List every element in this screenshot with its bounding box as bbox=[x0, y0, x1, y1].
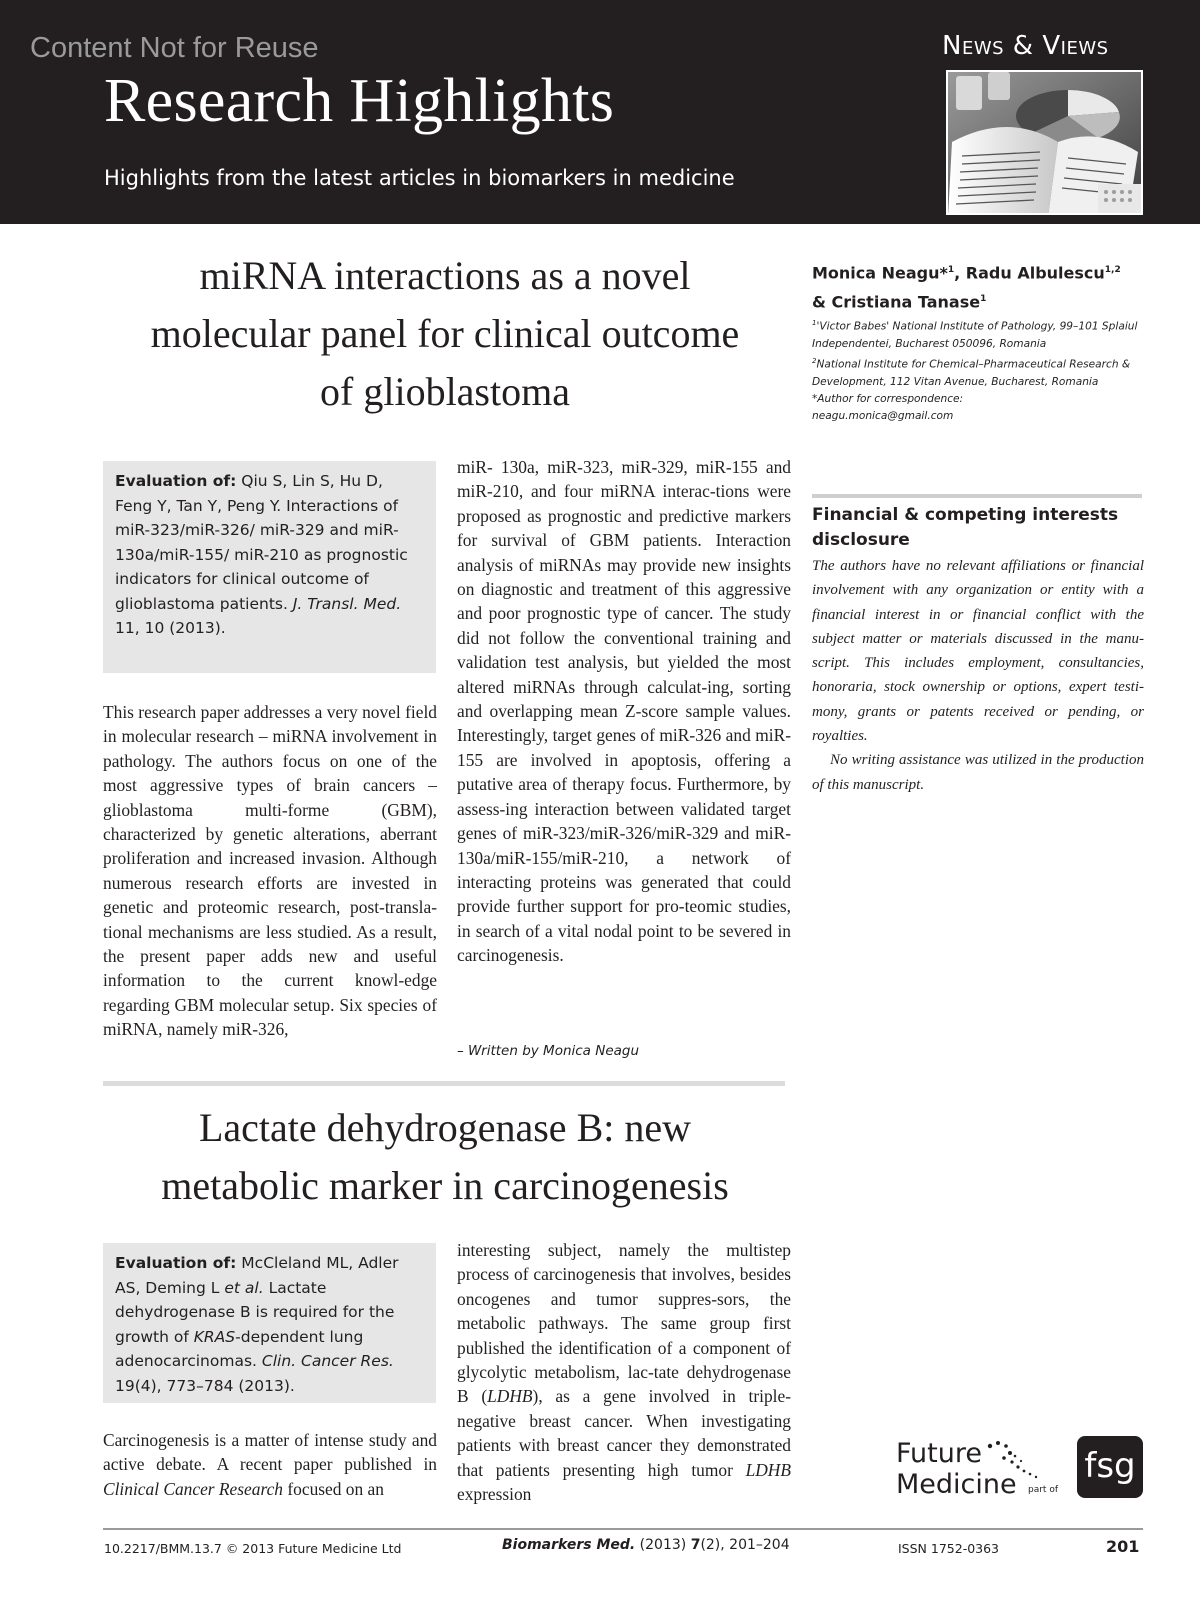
logo-line: Medicine bbox=[896, 1469, 1017, 1500]
section-label: News & Views bbox=[942, 31, 1109, 61]
page-number: 201 bbox=[1106, 1537, 1140, 1556]
article1-paragraph: miR- 130a, miR-323, miR-329, miR-155 and miR-210, and four miRNA interac-tions were proposed as prognostic and predictive markers for survival of GBM patients. Interaction analysis of miRNAs may provide new insights on diagnostic and treatment of this aggressive and poor prognostic type of cancer. The study did not follow the conventional training and validation test analysis, but yielded the most altered miRNAs through calculat-ing, sorting and overlapping mean Z-score sample values. Interestingly, target genes of miR-326 and miR-155 are involved in apoptosis, offering a putative area of therapy focus. Furthermore, by assess-ing interaction between validated target genes of miR-323/miR-326/miR-329 and miR-130a/miR-155/miR-210, a network of interacting proteins was generated that could provide further support for pro-teomic studies, in search of a vital nodal point to be severed in carcinogenesis. bbox=[457, 457, 791, 966]
disclosure-text bbox=[812, 554, 1144, 797]
correspondence-email[interactable]: neagu.monica@gmail.com bbox=[812, 410, 954, 423]
article1-byline: – Written by Monica Neagu bbox=[457, 1043, 640, 1059]
footer-rule bbox=[103, 1528, 1143, 1530]
author-name: & Cristiana Tanase bbox=[812, 292, 981, 312]
affiliation-1 bbox=[812, 315, 1150, 353]
article2-evaluation-box bbox=[103, 1243, 436, 1403]
evaluation-lead: Evaluation of: bbox=[115, 472, 237, 490]
article2-title-line: metabolic marker in carcinogenesis bbox=[161, 1163, 729, 1208]
article2-gene: LDHB bbox=[745, 1459, 791, 1480]
logo-line: Future bbox=[896, 1438, 982, 1469]
affiliation-mark: 2 bbox=[812, 356, 817, 365]
author-list bbox=[812, 257, 1142, 316]
fsg-logo-badge: fsg bbox=[1077, 1436, 1143, 1498]
author-affil-mark: 1 bbox=[980, 294, 987, 305]
evaluation-text: Lactate dehydrogenase B is required for the growth of bbox=[115, 1278, 395, 1346]
evaluation-text: McCleland ML, Adler AS, Deming L bbox=[115, 1254, 399, 1297]
evaluation-etal: et al. bbox=[224, 1278, 264, 1297]
evaluation-citation: 19(4), 773–784 (2013). bbox=[115, 1376, 295, 1395]
article2-title-line: Lactate dehydrogenase B: new bbox=[198, 1105, 691, 1150]
article2-gene: LDHB bbox=[487, 1386, 533, 1407]
article2-paragraph bbox=[457, 1238, 791, 1506]
article-divider bbox=[103, 1081, 785, 1086]
article1-evaluation-box bbox=[103, 461, 436, 673]
disclosure-heading: Financial & competing interests disclosure bbox=[812, 505, 1119, 550]
article2-text: focused on an bbox=[287, 1478, 384, 1499]
disclosure-paragraph: No writing assistance was utilized in the production of this manuscript. bbox=[812, 752, 1144, 793]
article2-paragraph bbox=[103, 1428, 437, 1501]
article1-title-line: of glioblastoma bbox=[320, 369, 570, 414]
molecule-dots-icon bbox=[986, 1440, 1040, 1482]
correspondence-label: *Author for correspondence: bbox=[812, 392, 964, 405]
footer-doi: 10.2217/BMM.13.7 © 2013 Future Medicine Ltd bbox=[104, 1541, 402, 1556]
article2-text: interesting subject, namely the multistep process of carcinogenesis that involves, besides oncogenes and tumor suppres-sors, the metabolic pathways. The same group first published the identification of a component of glycolytic metabolism, lac-tate dehydrogenase B ( bbox=[457, 1240, 791, 1407]
evaluation-citation: 11, 10 (2013). bbox=[115, 619, 226, 637]
affiliation-2 bbox=[812, 353, 1150, 391]
footer-journal-issue: (2), 201–204 bbox=[700, 1537, 790, 1553]
banner-subtitle: Highlights from the latest articles in biomarkers in medicine bbox=[104, 166, 735, 190]
disclosure-paragraph: The authors have no relevant affiliations or financial involvement with any organization or entity with a financial interest in or financial conflict with the subject matter or materials discussed in the manu-script. This includes employment, consultancies, honoraria, stock ownership or options, expert testi-mony, grants or patents received or pending, or royalties. bbox=[812, 558, 1144, 745]
evaluation-journal: Clin. Cancer Res. bbox=[261, 1352, 394, 1370]
sidebar-divider bbox=[812, 494, 1142, 498]
journal-pie-illustration-icon bbox=[948, 72, 1143, 215]
evaluation-text: -dependent lung adenocarcinomas. bbox=[115, 1327, 364, 1370]
footer-issn: ISSN 1752-0363 bbox=[898, 1541, 1000, 1556]
header-illustration bbox=[946, 70, 1143, 215]
article2-text: expression bbox=[457, 1484, 532, 1505]
watermark: Content Not for Reuse bbox=[30, 32, 319, 64]
article2-column-2 bbox=[457, 1238, 791, 1506]
article1-title-line: molecular panel for clinical outcome bbox=[150, 311, 740, 356]
banner-title: Research Highlights bbox=[104, 67, 615, 135]
footer-journal-year: (2013) bbox=[639, 1537, 687, 1553]
author-name: Monica Neagu* bbox=[812, 263, 948, 283]
article2-journal-ref: Clinical Cancer Research bbox=[103, 1478, 283, 1499]
article1-paragraph: This research paper addresses a very novel field in molecular research – miRNA involvement in pathology. The authors focus on one of the most aggressive types of brain cancers – glioblastoma multi-forme (GBM), characterized by genetic alterations, aberrant proliferation and increased invasion. Although numerous research efforts are invested in genetic and proteomic research, post-transla-tional mechanisms are less studied. As a result, the present paper adds new and useful information to the current knowl-edge regarding GBM molecular setup. Six species of miRNA, namely miR-326, bbox=[103, 702, 437, 1040]
article1-title bbox=[100, 247, 790, 421]
author-affil-mark: 1 bbox=[947, 265, 955, 275]
affiliation-text: National Institute for Chemical–Pharmaceutical Research & Development, 112 Vitan Avenue, Bucharest, Romania bbox=[812, 358, 1131, 388]
affiliation-mark: 1 bbox=[812, 319, 817, 327]
article1-column-2 bbox=[457, 455, 791, 968]
article2-title bbox=[100, 1099, 790, 1215]
article1-column-1 bbox=[103, 700, 437, 1042]
article1-title-line: miRNA interactions as a novel bbox=[199, 253, 691, 298]
affiliations bbox=[812, 315, 1150, 425]
header-banner bbox=[0, 0, 1200, 224]
footer-journal bbox=[502, 1537, 790, 1553]
article2-text: Carcinogenesis is a matter of intense study and active debate. A recent paper published in bbox=[103, 1430, 437, 1475]
footer-journal-name: Biomarkers Med. bbox=[502, 1537, 636, 1553]
affiliation-text: 'Victor Babes' National Institute of Pathology, 99–101 Splaiul Independentei, Bucharest 050096, Romania bbox=[812, 320, 1138, 350]
author-affil-mark: 1,2 bbox=[1104, 265, 1121, 275]
evaluation-lead: Evaluation of: bbox=[115, 1254, 237, 1272]
article2-text: ), as a gene involved in triple-negative breast cancer. When investigating patients with breast cancer they demonstrated that patients presenting high tumor bbox=[457, 1386, 791, 1480]
footer-journal-volume: 7 bbox=[690, 1537, 701, 1553]
author-name: , Radu Albulescu bbox=[954, 263, 1105, 283]
evaluation-journal: J. Transl. Med. bbox=[292, 594, 402, 613]
article2-column-1 bbox=[103, 1428, 437, 1501]
evaluation-text: Qiu S, Lin S, Hu D, Feng Y, Tan Y, Peng Y. Interactions of miR-323/miR-326/ miR-329 and miR-130a/miR-155/ miR-210 as prognostic indicators for clinical outcome of glioblastoma patients. bbox=[115, 472, 408, 613]
logo-part-of: part of bbox=[1028, 1485, 1058, 1495]
evaluation-gene: KRAS bbox=[193, 1327, 236, 1346]
